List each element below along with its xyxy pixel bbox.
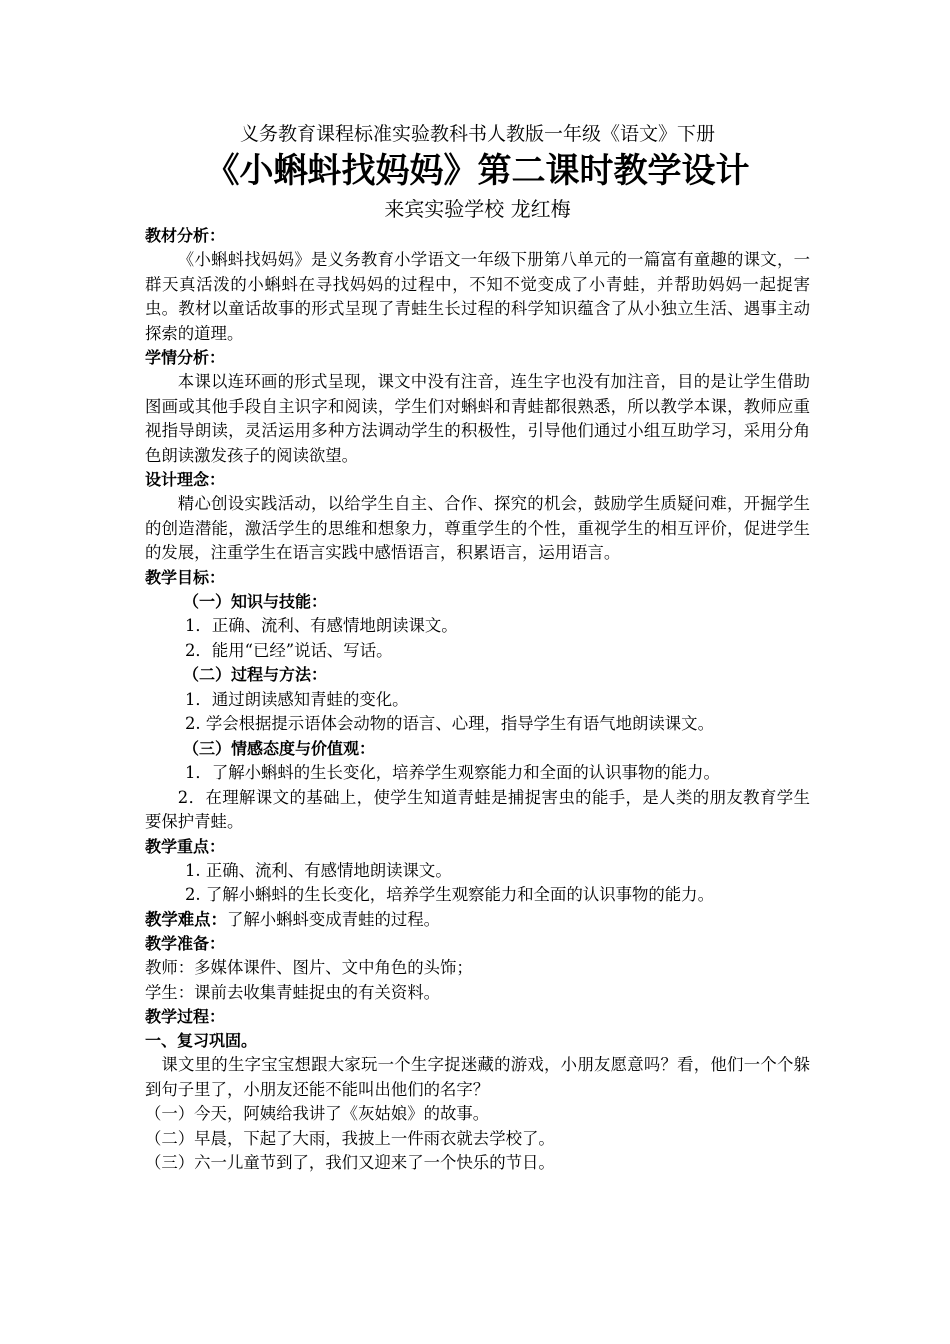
procedure-sentence: （一）今天，阿姨给我讲了《灰姑娘》的故事。 <box>145 1104 490 1123</box>
section-heading-material: 教材分析： <box>145 226 226 245</box>
document-subtitle: 义务教育课程标准实验教科书人教版一年级《语文》下册 <box>239 123 715 145</box>
goal-item: 1．正确、流利、有感情地朗读课文。 <box>185 616 458 635</box>
students-paragraph: 本课以连环画的形式呈现，课文中没有注音，连生字也没有加注音，目的是让学生借助图画或其他手段自主识字和阅读，学生们对蝌蚪和青蛙都很熟悉，所以教学本课，教师应重视指导朗读，灵活运用多种方法调动学生的积极性，引导他们通过小组互助学习，采用分角色朗读激发孩子的阅读欲望。 <box>145 372 810 465</box>
section-heading-goals: 教学目标： <box>145 567 226 587</box>
document-author: 来宾实验学校 龙红梅 <box>384 197 571 221</box>
keypoint-item: 2. 了解小蝌蚪的生长变化，培养学生观察能力和全面的认识事物的能力。 <box>185 885 714 904</box>
goal-item: 1．了解小蝌蚪的生长变化，培养学生观察能力和全面的认识事物的能力。 <box>185 763 720 782</box>
preparation-student: 学生：课前去收集青蛙捉虫的有关资料。 <box>145 982 441 1002</box>
section-heading-procedure: 教学过程： <box>145 1007 226 1026</box>
goal-subheading-process: （二）过程与方法： <box>183 665 328 684</box>
difficulty-text: 了解小蝌蚪变成青蛙的过程。 <box>226 909 441 929</box>
goal-item-paragraph: 2．在理解课文的基础上，使学生知道青蛙是捕捉害虫的能手，是人类的朋友教育学生要保护青蛙。 <box>145 787 810 831</box>
section-heading-concept: 设计理念： <box>145 470 226 489</box>
difficulty-line <box>145 908 810 933</box>
procedure-intro: 课文里的生字宝宝想跟大家玩一个生字捉迷藏的游戏，小朋友愿意吗？看，他们一个个躲到句子里了，小朋友还能不能叫出他们的名字？ <box>145 1055 810 1099</box>
keypoint-item: 1. 正确、流利、有感情地朗读课文。 <box>185 860 452 880</box>
section-heading-difficulty: 教学难点： <box>145 909 227 929</box>
material-paragraph: 《小蝌蚪找妈妈》是义务教育小学语文一年级下册第八单元的一篇富有童趣的课文，一群天真活泼的小蝌蚪在寻找妈妈的过程中，不知不觉变成了小青蛙，并帮助妈妈一起捉害虫。教材以童话故事的形式呈现了青蛙生长过程的科学知识蕴含了从小独立生活、遇事主动探索的道理。 <box>145 250 810 343</box>
concept-paragraph: 精心创设实践活动，以给学生自主、合作、探究的机会，鼓励学生质疑问难，开掘学生的创造潜能，激活学生的思维和想象力，尊重学生的个性，重视学生的相互评价，促进学生的发展，注重学生在语言实践中感悟语言，积累语言，运用语言。 <box>145 494 810 562</box>
goal-subheading-attitude: （三）情感态度与价值观： <box>183 738 376 758</box>
goal-subheading-knowledge: （一）知识与技能： <box>183 591 328 611</box>
procedure-sentence: （二）早晨，下起了大雨，我披上一件雨衣就去学校了。 <box>145 1128 555 1148</box>
document-title: 《小蝌蚪找妈妈》第二课时教学设计 <box>205 151 750 191</box>
procedure-sentence: （三）六一儿童节到了，我们又迎来了一个快乐的节日。 <box>145 1153 555 1172</box>
goal-item: 1．通过朗读感知青蛙的变化。 <box>185 689 409 709</box>
document-page <box>145 120 810 1176</box>
section-heading-preparation: 教学准备： <box>145 934 226 953</box>
goal-item: 2．能用“已经”说话、写话。 <box>185 640 393 660</box>
preparation-teacher: 教师：多媒体课件、图片、文中角色的头饰； <box>145 958 473 977</box>
section-heading-students: 学情分析： <box>145 348 226 367</box>
procedure-step-heading: 一、复习巩固。 <box>145 1031 258 1050</box>
goal-item: 2. 学会根据提示语体会动物的语言、心理，指导学生有语气地朗读课文。 <box>185 714 714 733</box>
section-heading-keypoints: 教学重点： <box>145 836 226 856</box>
